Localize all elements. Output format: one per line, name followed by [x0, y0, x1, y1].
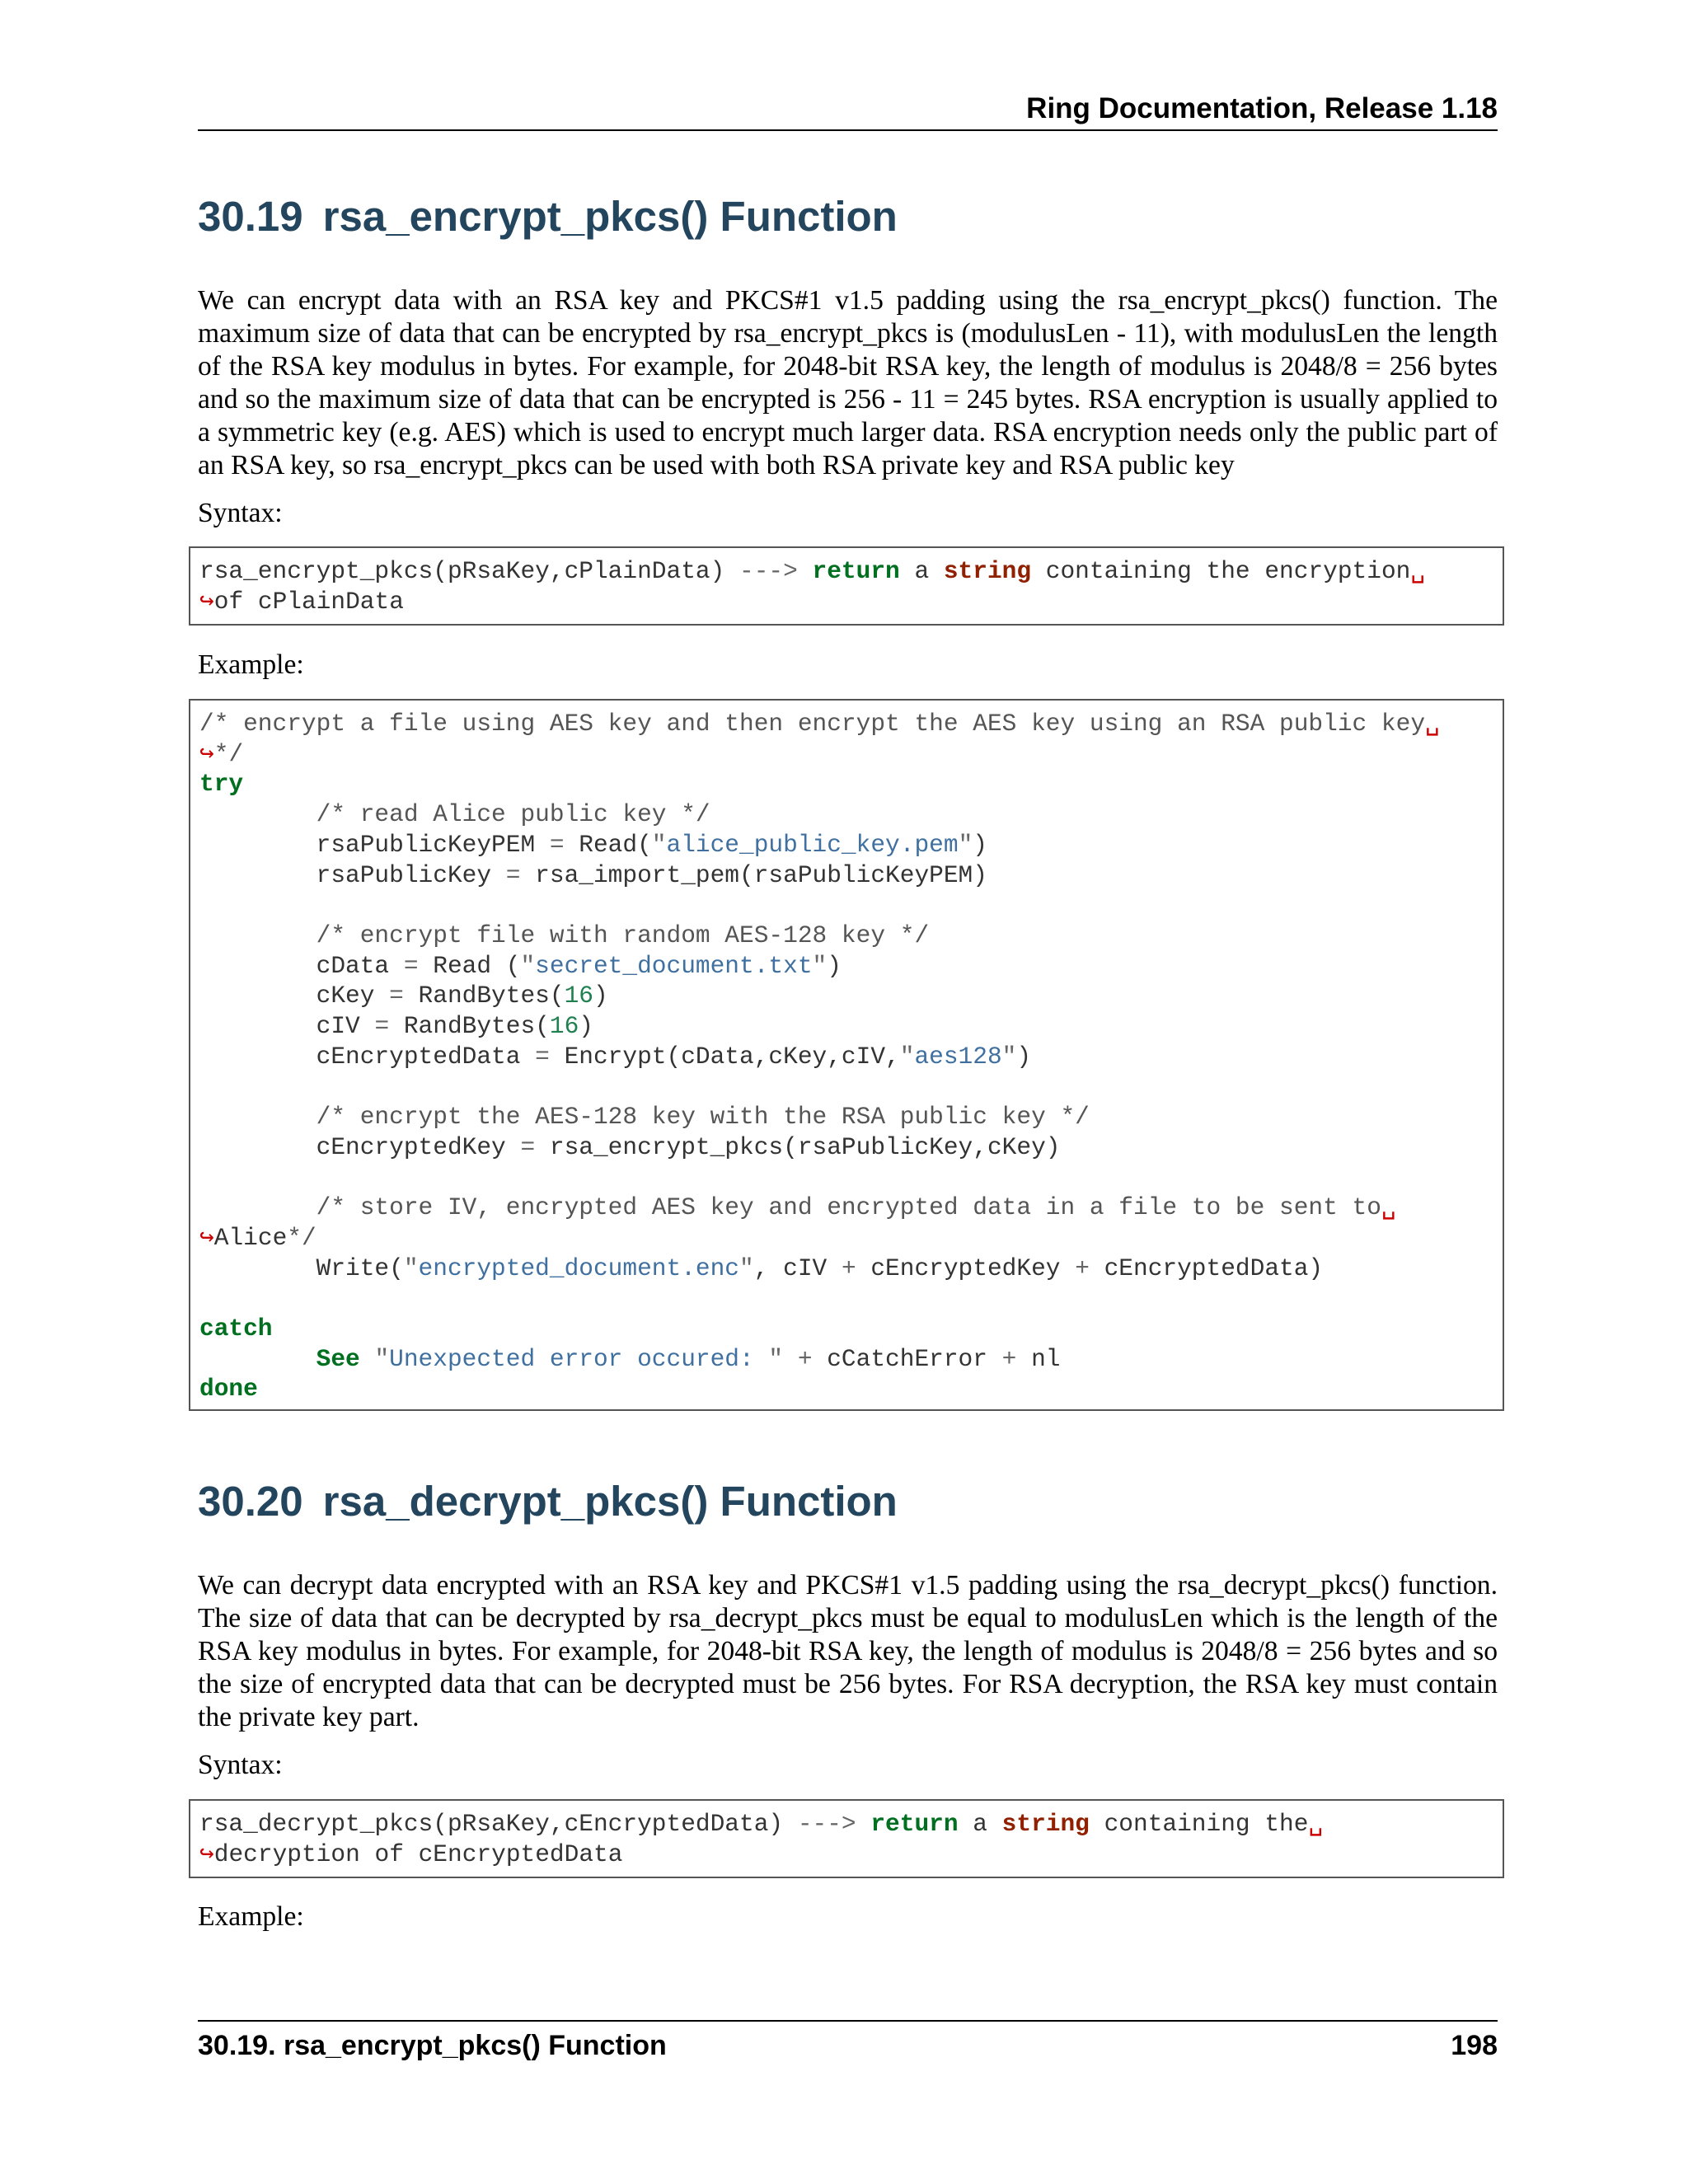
syntax-code	[190, 556, 1503, 616]
section-heading-30-19	[198, 192, 898, 241]
section-paragraph: We can encrypt data with an RSA key and PKCS#1 v1.5 padding using the rsa_encrypt_pkcs() function. The maximum size of data that can be encrypted by rsa_encrypt_pkcs is (modulusLen - 11), with modulusLen the length of the RSA key modulus in bytes. For example, for 2048-bit RSA key, the length of modulus is 2048/8 = 256 bytes and so the maximum size of data that can be encrypted is 256 - 11 = 245 bytes. RSA encryption is usually applied to a symmetric key (e.g. AES) which is used to encrypt much larger data. RSA encryption needs only the public part of an RSA key, so rsa_encrypt_pkcs can be used with both RSA private key and RSA public key	[198, 285, 1498, 480]
code-line: See "Unexpected error occured: " + cCatchError + nl	[316, 1344, 1061, 1373]
section-heading-30-20	[198, 1477, 898, 1526]
syntax-label: Syntax:	[198, 498, 283, 528]
code-line: rsaPublicKey = rsa_import_pem(rsaPublicKeyPEM)	[199, 860, 987, 889]
page-number: 198	[1451, 2030, 1498, 2061]
running-header: Ring Documentation, Release 1.18	[1026, 92, 1498, 124]
code-line: done	[199, 1375, 258, 1404]
code-line: ↪*/	[199, 739, 244, 768]
section-number: 30.20	[198, 1478, 303, 1525]
code-line: catch	[199, 1315, 273, 1343]
code-line: /* store IV, encrypted AES key and encrypted data in a file to be sent to␣	[316, 1193, 1396, 1222]
syntax-code	[190, 1809, 1503, 1869]
example-code-block	[189, 699, 1504, 1411]
code-line: cEncryptedKey = rsa_encrypt_pkcs(rsaPublicKey,cKey)	[199, 1132, 1061, 1161]
code-line: try	[199, 770, 244, 799]
header-rule	[198, 129, 1498, 131]
code-line: cData = Read ("secret_document.txt")	[199, 951, 842, 980]
code-line: /* encrypt file with random AES-128 key */	[316, 921, 930, 949]
code-line: ↪decryption of cEncryptedData	[199, 1840, 623, 1868]
syntax-label: Syntax:	[198, 1750, 283, 1780]
code-line: /* encrypt the AES-128 key with the RSA public key */	[316, 1103, 1090, 1132]
example-label: Example:	[198, 649, 304, 680]
example-code	[190, 709, 1503, 1404]
example-label: Example:	[198, 1901, 304, 1932]
footer-rule	[198, 2020, 1498, 2022]
code-line: Write("encrypted_document.enc", cIV + cEncryptedKey + cEncryptedData)	[199, 1254, 1324, 1282]
footer-section: 30.19. rsa_encrypt_pkcs() Function	[198, 2030, 667, 2061]
code-line: cIV = RandBytes(16)	[199, 1012, 593, 1041]
syntax-code-block	[189, 1799, 1504, 1878]
code-line: rsa_decrypt_pkcs(pRsaKey,cEncryptedData) ---> return a string containing the␣	[199, 1810, 1324, 1838]
syntax-code-block	[189, 546, 1504, 626]
code-line: /* encrypt a file using AES key and then encrypt the AES key using an RSA public key␣	[199, 710, 1440, 738]
code-line: cKey = RandBytes(16)	[199, 982, 608, 1010]
code-line: ↪Alice*/	[199, 1223, 316, 1252]
section-title: rsa_decrypt_pkcs() Function	[322, 1478, 898, 1525]
code-line: cEncryptedData = Encrypt(cData,cKey,cIV,"aes128")	[199, 1042, 1032, 1071]
code-line: ↪of cPlainData	[199, 587, 404, 616]
section-paragraph: We can decrypt data encrypted with an RSA key and PKCS#1 v1.5 padding using the rsa_decrypt_pkcs() function. The size of data that can be decrypted by rsa_decrypt_pkcs must be equal to modulusLen which is the length of the RSA key modulus in bytes. For example, for 2048-bit RSA key, the length of modulus is 2048/8 = 256 bytes and so the size of encrypted data that can be decrypted must be 256 bytes. For RSA decryption, the RSA key must contain the private key part.	[198, 1570, 1498, 1732]
section-title: rsa_encrypt_pkcs() Function	[322, 193, 898, 240]
code-line: /* read Alice public key */	[316, 800, 710, 829]
code-line: rsaPublicKeyPEM = Read("alice_public_key.pem")	[199, 830, 987, 859]
section-number: 30.19	[198, 193, 303, 240]
code-line: rsa_encrypt_pkcs(pRsaKey,cPlainData) ---> return a string containing the encryption␣	[199, 557, 1426, 585]
